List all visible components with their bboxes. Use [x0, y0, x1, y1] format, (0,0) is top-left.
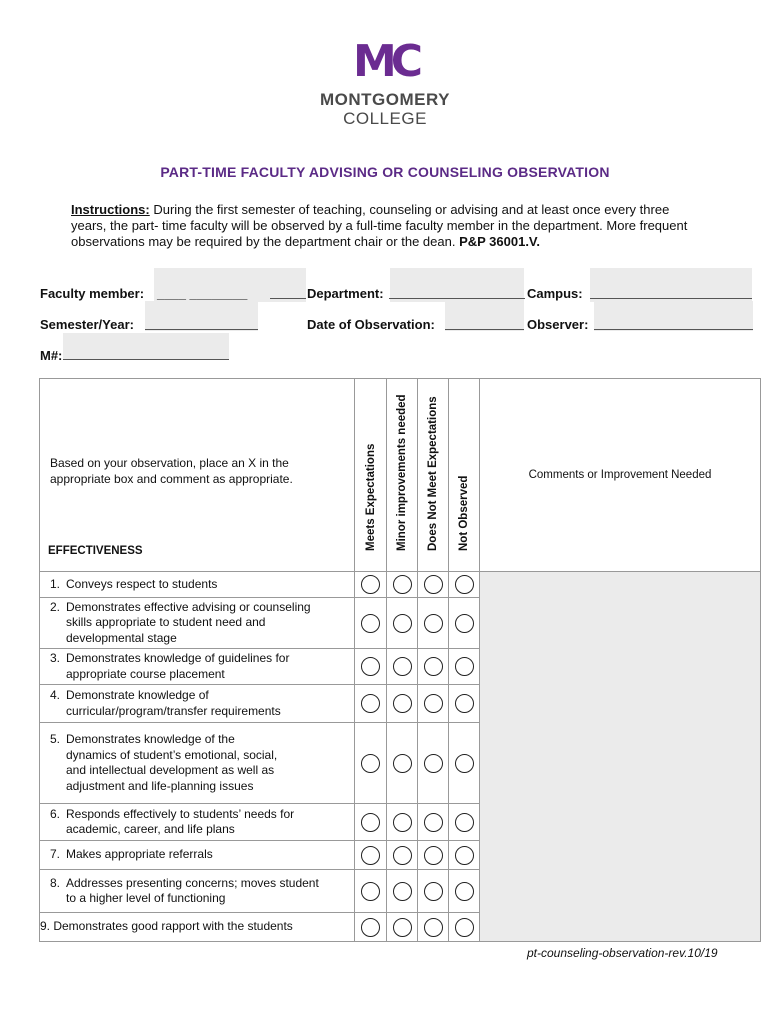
- radio-not-observed[interactable]: [455, 575, 474, 594]
- semester-year-field[interactable]: [145, 301, 258, 331]
- observer-field[interactable]: [594, 301, 753, 331]
- form-revision-footer: pt-counseling-observation-rev.10/19: [527, 946, 718, 960]
- radio-meets-expectations[interactable]: [361, 694, 380, 713]
- department-field[interactable]: [390, 268, 524, 302]
- radio-not-observed[interactable]: [455, 754, 474, 773]
- radio-not-observed[interactable]: [455, 918, 474, 937]
- policy-reference: P&P 36001.V.: [459, 234, 541, 249]
- criterion-cell: 9. Demonstrates good rapport with the students: [40, 913, 355, 942]
- observation-table: [39, 378, 761, 942]
- instructions-label: Instructions:: [71, 202, 150, 217]
- criterion-cell: 3. Demonstrates knowledge of guidelines for appropriate course placement: [40, 649, 355, 685]
- college-logo: [0, 36, 770, 129]
- semester-year-underline: [145, 329, 258, 330]
- table-header-intro: [40, 379, 355, 572]
- radio-does-not-meet[interactable]: [424, 614, 443, 633]
- observer-label: Observer:: [527, 317, 589, 332]
- campus-label: Campus:: [527, 286, 583, 301]
- radio-meets-expectations[interactable]: [361, 846, 380, 865]
- criterion-cell: 4. Demonstrate knowledge of curricular/program/transfer requirements: [40, 685, 355, 723]
- radio-not-observed[interactable]: [455, 882, 474, 901]
- radio-meets-expectations[interactable]: [361, 918, 380, 937]
- faculty-member-blank: ____ ________: [157, 286, 248, 301]
- criterion-cell: 8. Addresses presenting concerns; moves student to a higher level of functioning: [40, 870, 355, 913]
- criterion-cell: 6. Responds effectively to students’ needs for academic, career, and life plans: [40, 804, 355, 841]
- radio-does-not-meet[interactable]: [424, 813, 443, 832]
- faculty-member-underline: [270, 298, 306, 299]
- table-row: [40, 572, 761, 598]
- table-instructions: Based on your observation, place an X in the appropriate box and comment as appropriate.: [50, 456, 293, 486]
- radio-minor-improvements[interactable]: [393, 918, 412, 937]
- section-heading: EFFECTIVENESS: [48, 545, 143, 557]
- criterion-cell: 7. Makes appropriate referrals: [40, 841, 355, 870]
- radio-not-observed[interactable]: [455, 614, 474, 633]
- column-meets-expectations: Meets Expectations: [355, 379, 387, 572]
- radio-minor-improvements[interactable]: [393, 614, 412, 633]
- date-of-observation-underline: [445, 329, 524, 330]
- radio-minor-improvements[interactable]: [393, 575, 412, 594]
- radio-minor-improvements[interactable]: [393, 846, 412, 865]
- radio-minor-improvements[interactable]: [393, 694, 412, 713]
- radio-does-not-meet[interactable]: [424, 694, 443, 713]
- m-number-underline: [63, 359, 229, 360]
- logo-mark: MC: [352, 36, 418, 87]
- radio-does-not-meet[interactable]: [424, 846, 443, 865]
- instructions-text: During the first semester of teaching, counseling or advising and at least once every three years, the part- time faculty will be observed by a full-time faculty member in the department. More frequent observations may be required by the department chair or the dean.: [71, 202, 688, 249]
- form-title: PART-TIME FACULTY ADVISING OR COUNSELING OBSERVATION: [160, 164, 610, 180]
- radio-minor-improvements[interactable]: [393, 657, 412, 676]
- instructions: [71, 202, 691, 250]
- radio-meets-expectations[interactable]: [361, 657, 380, 676]
- date-of-observation-field[interactable]: [445, 301, 524, 331]
- radio-not-observed[interactable]: [455, 813, 474, 832]
- radio-not-observed[interactable]: [455, 846, 474, 865]
- radio-does-not-meet[interactable]: [424, 575, 443, 594]
- criterion-cell: 2. Demonstrates effective advising or counseling skills appropriate to student need and developmental stage: [40, 598, 355, 649]
- radio-meets-expectations[interactable]: [361, 882, 380, 901]
- radio-does-not-meet[interactable]: [424, 882, 443, 901]
- campus-field[interactable]: [590, 268, 752, 302]
- radio-not-observed[interactable]: [455, 694, 474, 713]
- logo-wordmark-line2: COLLEGE: [343, 109, 427, 128]
- table-header-row: [40, 379, 761, 572]
- logo-wordmark-line1: MONTGOMERY: [320, 90, 450, 109]
- faculty-member-label: Faculty member:: [40, 286, 145, 301]
- date-of-observation-label: Date of Observation:: [307, 317, 435, 332]
- m-number-label: M#:: [40, 348, 63, 363]
- radio-does-not-meet[interactable]: [424, 657, 443, 676]
- observer-underline: [594, 329, 753, 330]
- radio-does-not-meet[interactable]: [424, 754, 443, 773]
- radio-meets-expectations[interactable]: [361, 754, 380, 773]
- semester-year-label: Semester/Year:: [40, 317, 134, 332]
- criterion-cell: 5. Demonstrates knowledge of the dynamics of student’s emotional, social, and intellectual development as well as adjustment and life-planning issues: [40, 723, 355, 804]
- column-not-observed: Not Observed: [449, 379, 480, 572]
- column-minor-improvements: Minor improvements needed: [387, 379, 418, 572]
- criterion-cell: 1. Conveys respect to students: [40, 572, 355, 598]
- department-underline: [389, 298, 525, 299]
- radio-minor-improvements[interactable]: [393, 813, 412, 832]
- m-number-field[interactable]: [63, 333, 229, 360]
- radio-meets-expectations[interactable]: [361, 813, 380, 832]
- radio-meets-expectations[interactable]: [361, 614, 380, 633]
- radio-meets-expectations[interactable]: [361, 575, 380, 594]
- radio-minor-improvements[interactable]: [393, 882, 412, 901]
- radio-does-not-meet[interactable]: [424, 918, 443, 937]
- department-label: Department:: [307, 286, 384, 301]
- column-comments: Comments or Improvement Needed: [480, 379, 761, 572]
- campus-underline: [590, 298, 752, 299]
- comments-field[interactable]: [480, 572, 761, 942]
- radio-not-observed[interactable]: [455, 657, 474, 676]
- column-does-not-meet: Does Not Meet Expectations: [418, 379, 449, 572]
- radio-minor-improvements[interactable]: [393, 754, 412, 773]
